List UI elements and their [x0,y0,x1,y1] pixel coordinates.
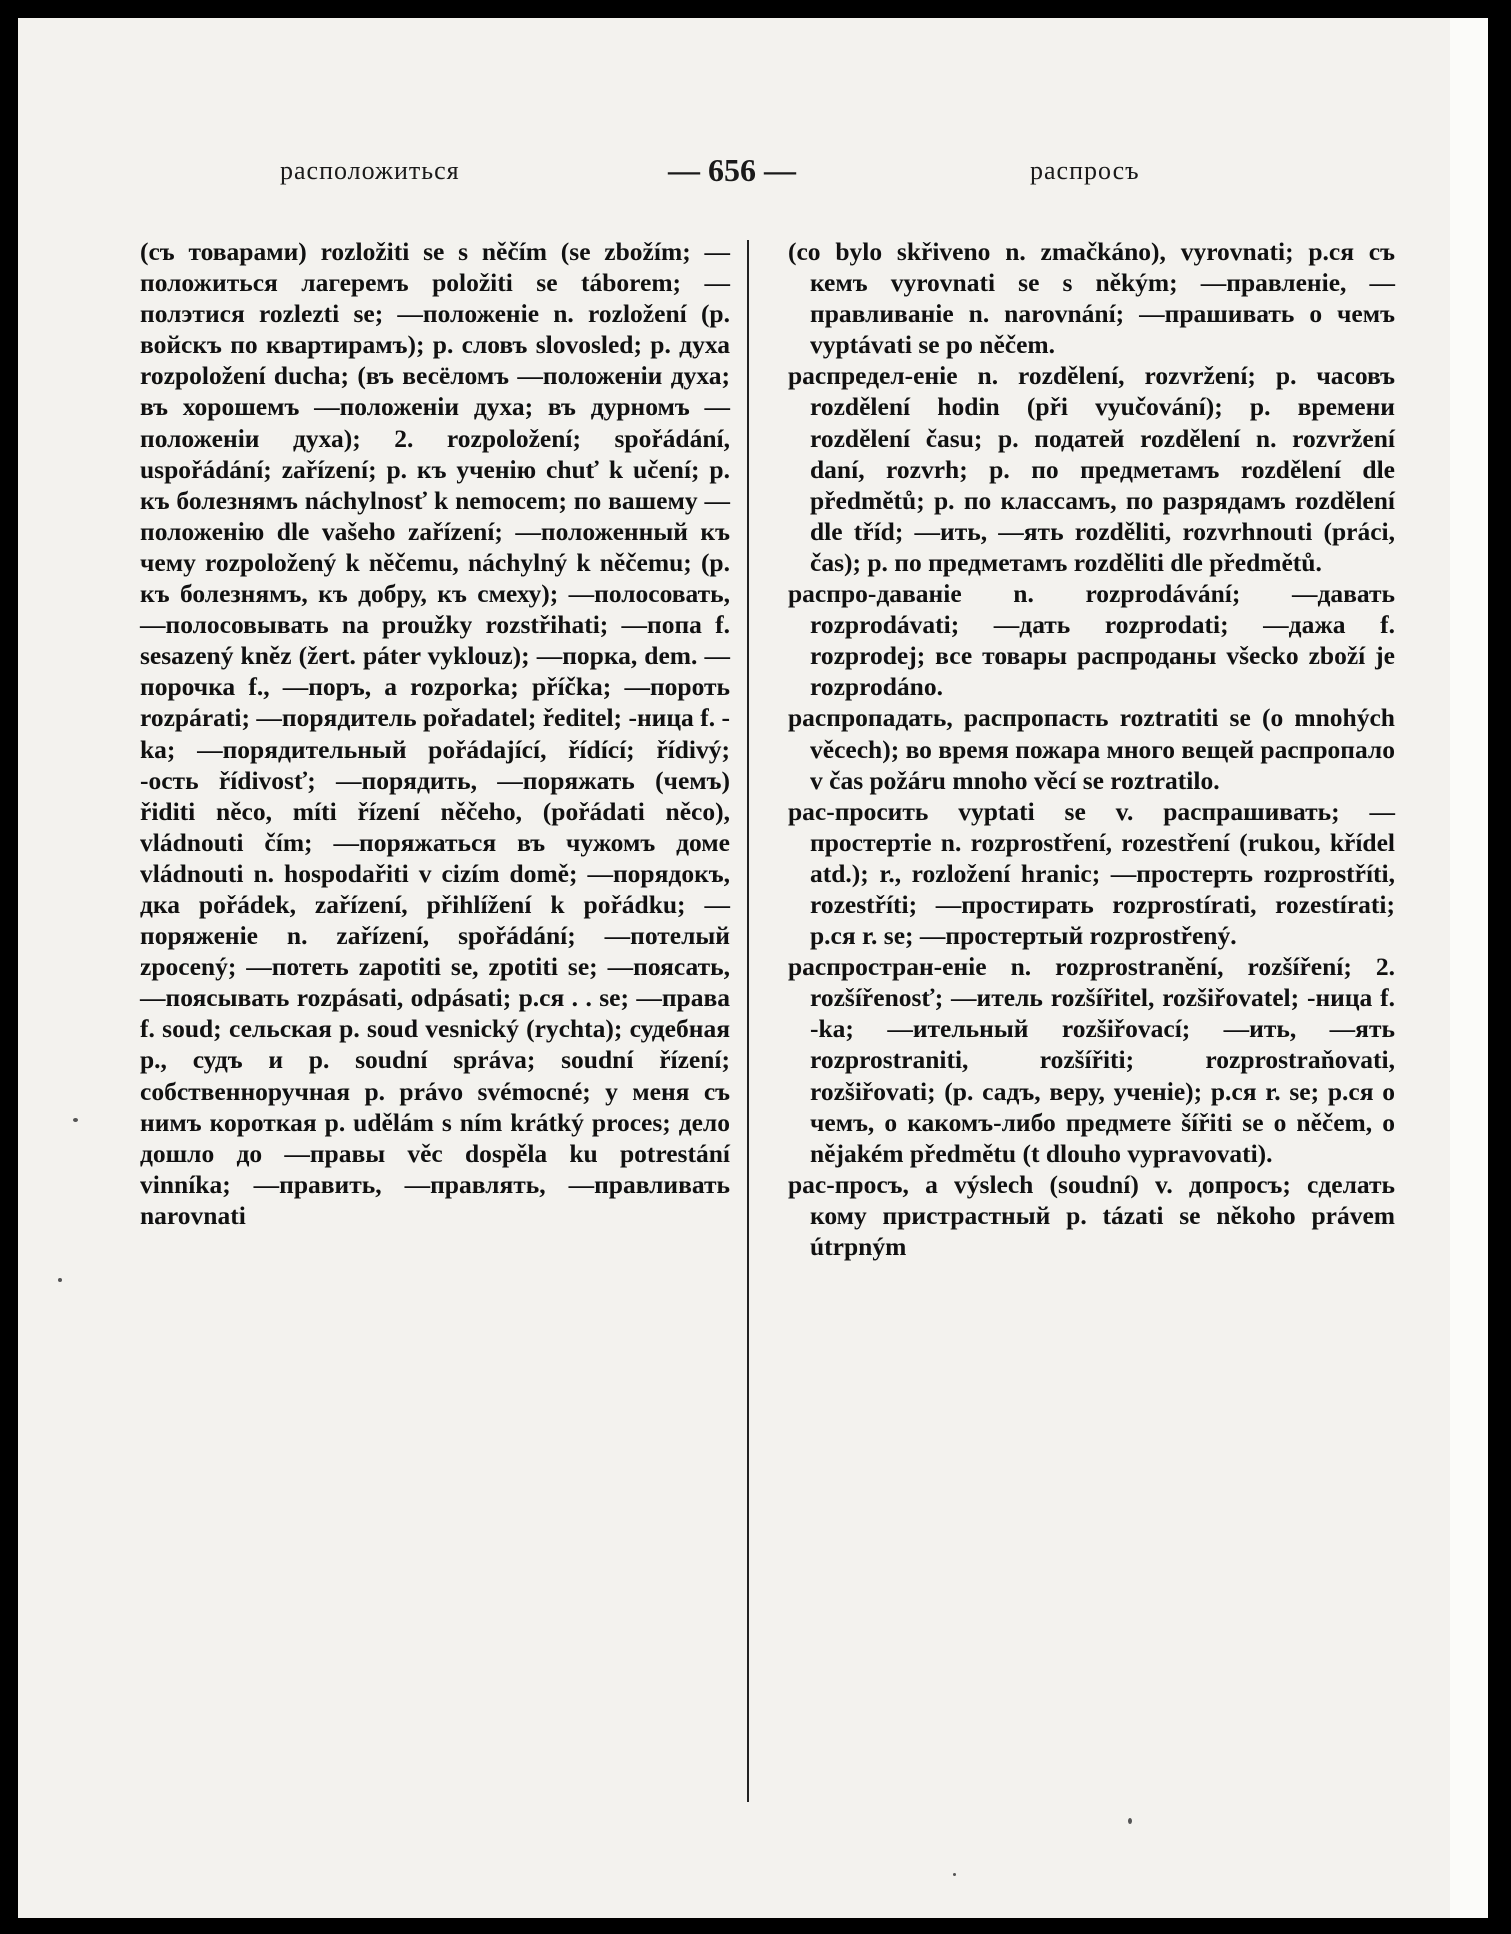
dictionary-page [18,18,1450,1918]
dictionary-entry: распропадать, распропасть roztratiti se (o mnohých věcech); во время пожара много вещей распропало v čas požáru mnoho věcí se roztratilo. [788,703,1395,795]
page-edge [1450,18,1488,1918]
paper-speck [953,1873,956,1876]
header-left-guide-word: расположиться [280,156,460,185]
page-number: — 656 — [668,152,796,188]
dictionary-entry: распро-даваніе n. rozprodávání; —давать rozprodávati; —дать rozprodati; —дажа f. rozprodej; все товары распроданы všecko zboží je rozprodáno. [788,579,1395,702]
page-header [18,152,1450,196]
dictionary-entry: рас-просить vyptati se v. распрашивать; —простертіе n. rozprostření, rozestření (rukou, křídel atd.); r., rozložení hranic; —простерть rozprostříti, rozestříti; —простирать rozprostírati, rozestírati; р.ся r. se; —простертый rozprostřený. [788,796,1395,951]
paper-speck [73,1118,78,1122]
dictionary-entry: распростран-еніе n. rozprostranění, rozšíření; 2. rozšířenosť; —итель rozšířitel, rozšiřovatel; -ница f. -ka; —ительный rozšiřovací; —ить, —ять rozprostraniti, rozšířiti; rozprostraňovati, rozšiřovati; (p. садъ, веру, ученіе); р.ся r. se; р.ся о чемъ, о какомъ-либо предмете šířiti se o něčem, o nějakém předmětu (t dlouho vypravovati). [788,952,1395,1168]
dictionary-entry: распредел-еніе n. rozdělení, rozvržení; p. часовъ rozdělení hodin (při vyučování); p. времени rozdělení času; p. податей rozdělení n. rozvržení daní, rozvrh; p. по предметамъ rozdělení dle předmětů; p. по классамъ, по разрядамъ rozdělení dle tříd; —ить, —ять rozděliti, rozvrhnouti (práci, čas); p. по предметамъ rozděliti dle předmětů. [788,361,1395,577]
paper-speck [1128,1818,1132,1824]
column-divider [747,240,749,1802]
left-column [140,236,730,1231]
dictionary-entry: (съ товарами) rozložiti se s něčím (se zbožím; —положиться лагеремъ položiti se táborem; —полэтися rozlezti se; —положеніе n. rozložení (p. войскъ по квартирамъ); p. словъ slovosled; p. духа rozpoložení ducha; (въ весёломъ —положеніи духа; въ хорошемъ —положеніи духа; въ дурномъ —положеніи духа); 2. rozpoložení; spořádání, uspořádání; zařízení; p. къ ученію chuť k učení; p. къ болезнямъ náchylnosť k nemocem; по вашему —положенію dle vašeho zařízení; —положенный къ чему rozpoložený k něčemu, náchylný k něčemu; (p. къ болезнямъ, къ добру, къ смеху); —полосовать, —полосовывать na proužky rozstřihati; —попа f. sesazený kněz (žert. páter vyklouz); —порка, dem. —порочка f., —поръ, a rozporka; příčka; —пороть rozpárati; —порядитель pořadatel; ředitel; -ница f. -ka; —порядительный pořádající, řídící; řídivý; -ость řídivosť; —порядить, —поряжать (чемъ) řiditi něco, míti řízení něčeho, (pořádati něco), vládnouti čím; —поряжаться въ чужомъ доме vládnouti n. hospodařiti v cizím domě; —порядокъ, дка pořádek, zařízení, přihlížení k pořádku; —поряженіе n. zařízení, spořádání; —потелый zpocený; —потеть zapotiti se, zpotiti se; —поясать, —поясывать rozpásati, odpásati; р.ся . . se; —права f. soud; сельская p. soud vesnický (rychta); судебная p., судъ и p. soudní správa; soudní řízení; собственноручная p. právo svémocné; у меня съ нимъ короткая p. udělám s ním krátký proces; дело дошло до —правы věc dospěla ku potrestání vinníka; —править, —правлять, —правливать narovnati [140,237,730,1230]
header-right-guide-word: распросъ [1030,156,1140,185]
paper-speck [58,1278,62,1282]
dictionary-entry: рас-просъ, a výslech (soudní) v. допросъ; сделать кому пристрастный p. tázati se někoho právem útrpným [788,1169,1395,1261]
dictionary-entry: (co bylo skřiveno n. zmačkáno), vyrovnati; р.ся съ кемъ vyrovnati se s někým; —правленіе, —правливаніе n. narovnání; —прашивать о чемъ vyptávati se po něčem. [788,237,1395,360]
right-column [788,236,1395,1262]
